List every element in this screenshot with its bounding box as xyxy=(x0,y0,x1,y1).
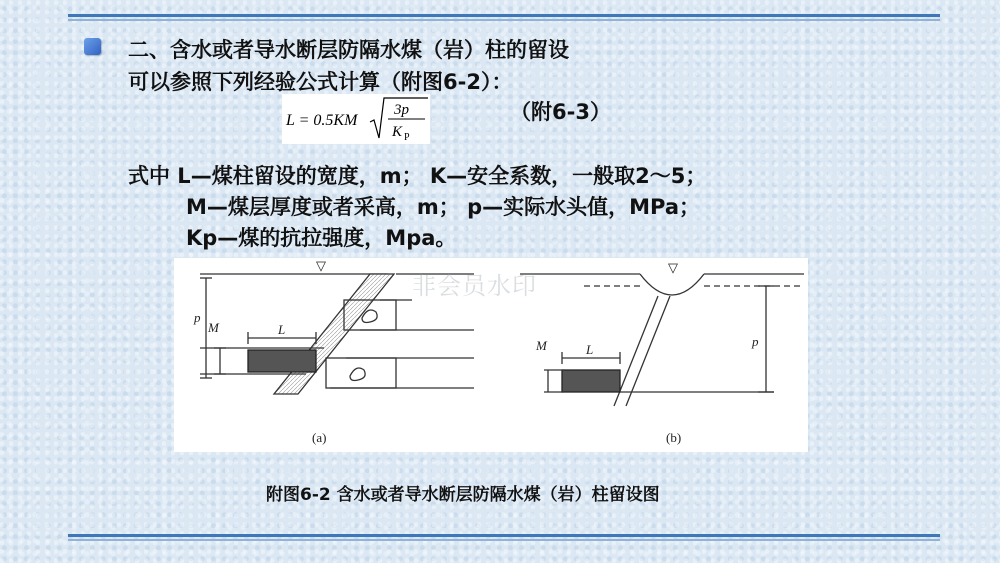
top-divider xyxy=(68,14,940,21)
label-L-a: L xyxy=(278,322,286,337)
section-heading: 二、含水或者导水断层防隔水煤（岩）柱的留设 xyxy=(128,38,569,62)
definition-line-2: M—煤层厚度或者采高，m； p—实际水头值，MPa； xyxy=(186,195,701,219)
label-M-b: M xyxy=(536,338,547,353)
subfigure-label-a: (a) xyxy=(312,430,327,445)
definition-line-3: Kp—煤的抗拉强度，Mpa。 xyxy=(186,226,457,250)
intro-text: 可以参照下列经验公式计算（附图6-2）： xyxy=(128,70,513,94)
bottom-divider xyxy=(68,534,940,541)
formula-denominator: K xyxy=(392,124,403,140)
watermark: 非会员水印 xyxy=(412,272,537,300)
label-L-b: L xyxy=(586,342,594,357)
formula-numerator: 3p xyxy=(394,102,409,118)
figure-caption: 附图6-2 含水或者导水断层防隔水煤（岩）柱留设图 xyxy=(266,485,660,505)
equation-tag: （附6-3） xyxy=(510,100,611,124)
water-level-icon-b: ▽ xyxy=(668,260,678,275)
label-p-a: p xyxy=(194,310,201,325)
label-M-a: M xyxy=(208,320,219,335)
formula xyxy=(282,94,430,144)
subfigure-label-b: (b) xyxy=(666,430,682,445)
label-p-b: p xyxy=(752,334,759,349)
definition-line-1: 式中 L—煤柱留设的宽度，m； K—安全系数，一般取2～5； xyxy=(128,164,707,188)
bullet-icon xyxy=(84,38,101,55)
water-level-icon-a: ▽ xyxy=(316,258,326,273)
formula-lhs: L = 0.5KM xyxy=(286,112,358,129)
formula-denominator-sub: P xyxy=(404,132,410,143)
